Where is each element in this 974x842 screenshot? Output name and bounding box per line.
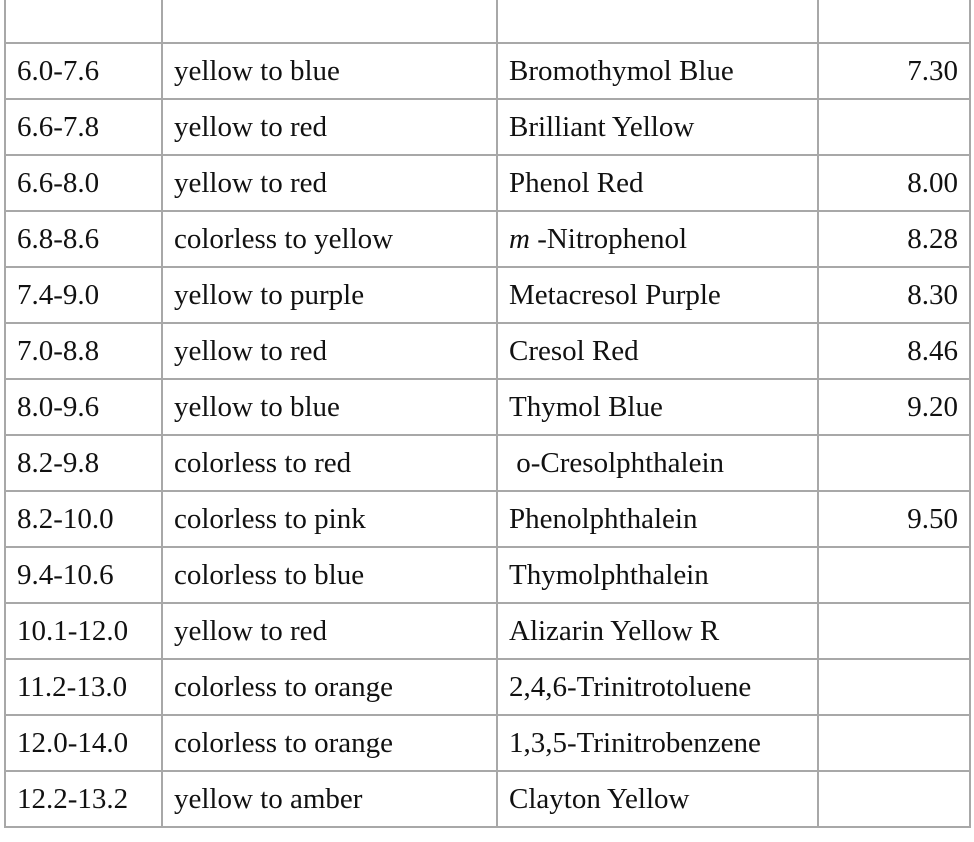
ph-range-cell (5, 0, 162, 43)
ph-range-cell: 7.0-8.8 (5, 323, 162, 379)
table-row (5, 659, 970, 715)
indicator-name-cell (497, 603, 818, 659)
color-change-cell: yellow to red (162, 323, 497, 379)
value-cell (818, 0, 970, 43)
indicator-name: -Nitrophenol (529, 222, 688, 255)
indicator-table (4, 0, 971, 828)
indicator-name-cell (497, 267, 818, 323)
value-cell (818, 99, 970, 155)
indicator-name-cell (497, 43, 818, 99)
ph-range-cell: 10.1-12.0 (5, 603, 162, 659)
ph-range-cell: 12.0-14.0 (5, 715, 162, 771)
indicator-table-container (4, 0, 971, 828)
indicator-name-cell (497, 771, 818, 827)
indicator-name: Cresol Red (509, 334, 639, 367)
indicator-name: Thymolphthalein (509, 558, 709, 591)
ph-range-cell: 6.8-8.6 (5, 211, 162, 267)
indicator-name: Alizarin Yellow R (509, 614, 720, 647)
ph-range-cell: 12.2-13.2 (5, 771, 162, 827)
table-row (5, 211, 970, 267)
table-row (5, 435, 970, 491)
value-cell (818, 659, 970, 715)
indicator-name: Brilliant Yellow (509, 110, 695, 143)
table-row (5, 267, 970, 323)
color-change-cell: yellow to purple (162, 267, 497, 323)
ph-range-cell: 6.0-7.6 (5, 43, 162, 99)
indicator-name: Bromothymol Blue (509, 54, 734, 87)
indicator-name: Thymol Blue (509, 390, 663, 423)
color-change-cell: colorless to orange (162, 659, 497, 715)
color-change-cell: colorless to yellow (162, 211, 497, 267)
color-change-cell: colorless to pink (162, 491, 497, 547)
value-cell: 8.30 (818, 267, 970, 323)
ph-range-cell: 6.6-8.0 (5, 155, 162, 211)
indicator-name: Phenol Red (509, 166, 644, 199)
color-change-cell: yellow to red (162, 155, 497, 211)
indicator-name-cell (497, 547, 818, 603)
ph-range-cell: 6.6-7.8 (5, 99, 162, 155)
indicator-name: o-Cresolphthalein (509, 446, 725, 479)
table-row (5, 491, 970, 547)
value-cell: 8.46 (818, 323, 970, 379)
indicator-name: Clayton Yellow (509, 782, 690, 815)
color-change-cell: yellow to red (162, 603, 497, 659)
indicator-prefix: m (509, 222, 530, 255)
indicator-name: 1,3,5-Trinitrobenzene (509, 726, 761, 759)
color-change-cell: yellow to red (162, 99, 497, 155)
value-cell: 9.50 (818, 491, 970, 547)
value-cell (818, 715, 970, 771)
value-cell: 7.30 (818, 43, 970, 99)
indicator-name: 2,4,6-Trinitrotoluene (509, 670, 752, 703)
table-row (5, 43, 970, 99)
indicator-name-cell (497, 99, 818, 155)
table-row (5, 771, 970, 827)
indicator-name-cell (497, 435, 818, 491)
value-cell (818, 435, 970, 491)
indicator-name-cell (497, 211, 818, 267)
ph-range-cell: 9.4-10.6 (5, 547, 162, 603)
indicator-name-cell (497, 0, 818, 43)
indicator-name-cell (497, 491, 818, 547)
table-row (5, 0, 970, 43)
value-cell: 9.20 (818, 379, 970, 435)
table-row (5, 715, 970, 771)
table-row (5, 99, 970, 155)
color-change-cell: yellow to amber (162, 771, 497, 827)
value-cell (818, 771, 970, 827)
color-change-cell: colorless to red (162, 435, 497, 491)
ph-range-cell: 8.2-9.8 (5, 435, 162, 491)
table-row (5, 323, 970, 379)
table-row (5, 603, 970, 659)
indicator-name-cell (497, 659, 818, 715)
indicator-name-cell (497, 379, 818, 435)
color-change-cell: colorless to blue (162, 547, 497, 603)
value-cell: 8.00 (818, 155, 970, 211)
indicator-name: Metacresol Purple (509, 278, 721, 311)
indicator-name: Phenolphthalein (509, 502, 698, 535)
indicator-name-cell (497, 323, 818, 379)
value-cell: 8.28 (818, 211, 970, 267)
indicator-name-cell (497, 155, 818, 211)
table-row (5, 547, 970, 603)
color-change-cell: colorless to orange (162, 715, 497, 771)
value-cell (818, 547, 970, 603)
color-change-cell (162, 0, 497, 43)
color-change-cell: yellow to blue (162, 43, 497, 99)
color-change-cell: yellow to blue (162, 379, 497, 435)
ph-range-cell: 8.0-9.6 (5, 379, 162, 435)
ph-range-cell: 8.2-10.0 (5, 491, 162, 547)
indicator-table-body (5, 0, 970, 827)
value-cell (818, 603, 970, 659)
table-row (5, 379, 970, 435)
ph-range-cell: 11.2-13.0 (5, 659, 162, 715)
ph-range-cell: 7.4-9.0 (5, 267, 162, 323)
table-row (5, 155, 970, 211)
indicator-name-cell (497, 715, 818, 771)
